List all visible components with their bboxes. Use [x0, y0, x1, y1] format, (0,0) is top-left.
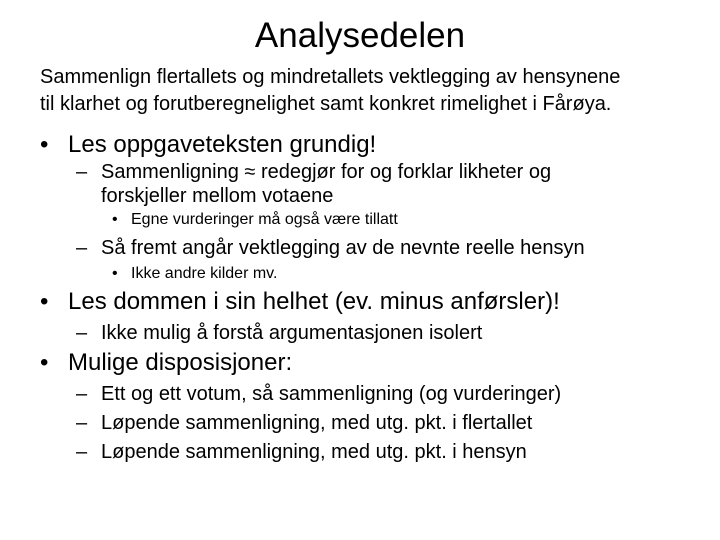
dash-marker: – [76, 161, 88, 183]
intro-line-1: Sammenlign flertallets og mindretallets vektlegging av hensynene [40, 66, 621, 88]
bullet-3-sub-1-text: Ett og ett votum, så sammenligning (og vurderinger) [101, 383, 562, 405]
bullet-1-sub-2-point-text: Ikke andre kilder mv. [131, 265, 278, 282]
bullet-2-sub-1-text: Ikke mulig å forstå argumentasjonen isolert [101, 322, 483, 344]
intro-paragraph [40, 64, 700, 118]
bullet-1-text: Les oppgaveteksten grundig! [68, 131, 377, 158]
dash-marker: – [76, 237, 88, 259]
bullet-2-text: Les dommen i sin helhet (ev. minus anførsler)! [68, 288, 560, 315]
bullet-3-sub-3-text: Løpende sammenligning, med utg. pkt. i hensyn [101, 441, 527, 463]
bullet-1-sub-1-line-1: Sammenligning ≈ redegjør for og forklar likheter og [101, 161, 552, 183]
bullet-marker: • [40, 131, 49, 158]
bullet-1-sub-1-line-2: forskjeller mellom votaene [101, 185, 334, 207]
dash-marker: – [76, 441, 88, 463]
slide-title: Analysedelen [254, 16, 466, 55]
bullet-marker: • [112, 265, 118, 282]
bullet-1-sub-1-point-text: Egne vurderinger må også være tillatt [131, 211, 398, 228]
bullet-marker: • [112, 211, 118, 228]
bullet-marker: • [40, 349, 49, 376]
dash-marker: – [76, 383, 88, 405]
bullet-3-text: Mulige disposisjoner: [68, 349, 293, 376]
intro-line-2: til klarhet og forutberegnelighet samt konkret rimelighet i Fårøya. [40, 93, 612, 115]
bullet-1-sub-2-text: Så fremt angår vektlegging av de nevnte reelle hensyn [101, 237, 585, 259]
dash-marker: – [76, 412, 88, 434]
dash-marker: – [76, 322, 88, 344]
bullet-3-sub-2-text: Løpende sammenligning, med utg. pkt. i flertallet [101, 412, 533, 434]
bullet-marker: • [40, 288, 49, 315]
